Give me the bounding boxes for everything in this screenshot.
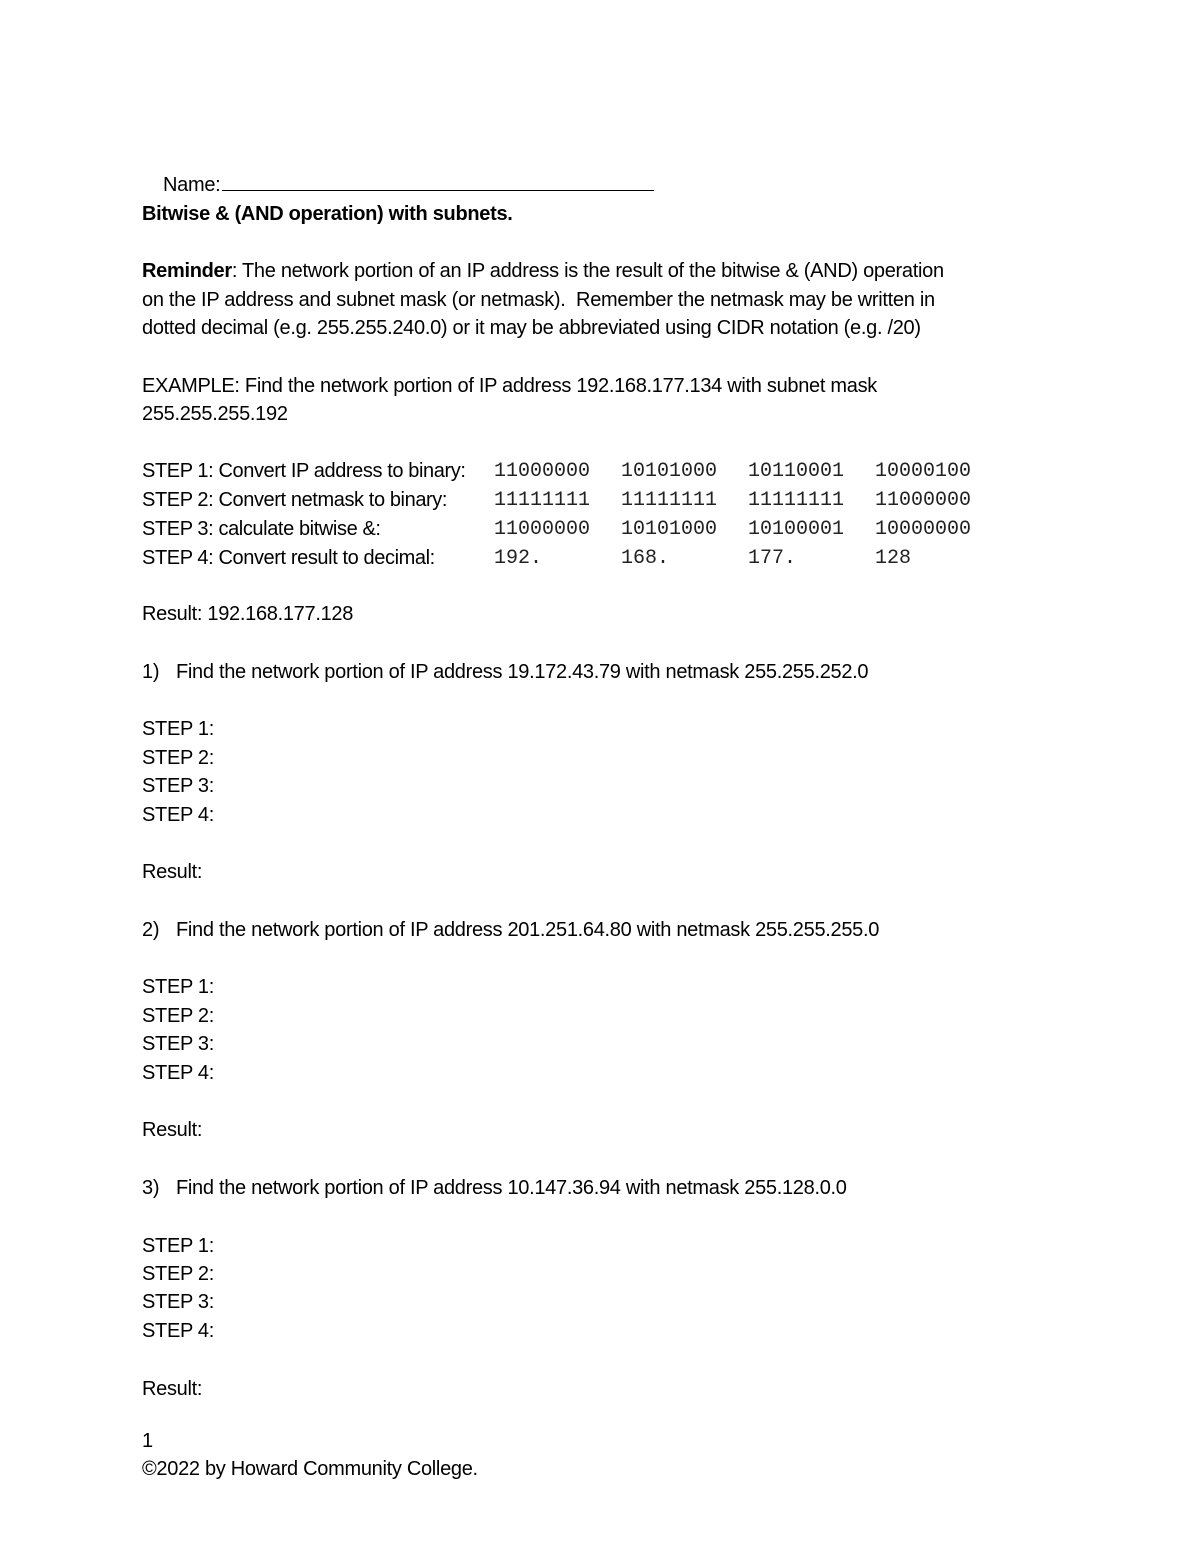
- question-3: [142, 1174, 847, 1202]
- question-1-result: Result:: [142, 861, 203, 883]
- example-line-2: 255.255.255.192: [142, 403, 288, 425]
- question-number: 2): [142, 919, 160, 941]
- example-octet: 10101000: [621, 460, 718, 483]
- question-3-step: STEP 1:: [142, 1235, 215, 1257]
- question-3-step: STEP 4:: [142, 1320, 215, 1342]
- example-octet: 10101000: [621, 518, 718, 541]
- question-2-step: STEP 1:: [142, 976, 215, 998]
- example-octet: 11000000: [494, 460, 591, 483]
- question-1: [142, 658, 868, 686]
- question-text: Find the network portion of IP address 201.251.64.80 with netmask 255.255.255.0: [176, 919, 880, 941]
- question-2-step: STEP 4:: [142, 1062, 215, 1084]
- example-octet: 10100001: [748, 518, 845, 541]
- example-octet: 11111111: [748, 489, 845, 512]
- example-step-row: [142, 457, 1042, 485]
- example-step-label: STEP 1: Convert IP address to binary:: [142, 460, 466, 482]
- reminder-text-1: : The network portion of an IP address is the result of the bitwise & (AND) operation: [231, 260, 944, 282]
- worksheet-title: Bitwise & (AND operation) with subnets.: [142, 203, 513, 225]
- example-octet: 10000000: [875, 518, 972, 541]
- question-1-step: STEP 2:: [142, 747, 215, 769]
- example-octet: 10110001: [748, 460, 845, 483]
- question-3-step: STEP 2:: [142, 1263, 215, 1285]
- reminder-line-1: [142, 257, 944, 285]
- reminder-label: Reminder: [142, 260, 232, 282]
- question-3-step: STEP 3:: [142, 1291, 215, 1313]
- example-step-row: [142, 515, 1042, 543]
- question-1-step: STEP 3:: [142, 775, 215, 797]
- example-step-row: [142, 544, 1042, 572]
- question-2-result: Result:: [142, 1119, 203, 1141]
- question-1-step: STEP 4:: [142, 804, 215, 826]
- question-2-step: STEP 2:: [142, 1005, 215, 1027]
- example-step-row: [142, 486, 1042, 514]
- reminder-line-2: on the IP address and subnet mask (or netmask). Remember the netmask may be written in: [142, 289, 935, 311]
- example-octet: 128: [875, 547, 912, 570]
- question-2-step: STEP 3:: [142, 1033, 215, 1055]
- question-number: 1): [142, 661, 160, 683]
- reminder-line-3: dotted decimal (e.g. 255.255.240.0) or it may be abbreviated using CIDR notation (e.g. /20): [142, 317, 921, 339]
- question-1-step: STEP 1:: [142, 718, 215, 740]
- example-octet: 177.: [748, 547, 797, 570]
- question-text: Find the network portion of IP address 10.147.36.94 with netmask 255.128.0.0: [176, 1177, 847, 1199]
- name-label: Name:: [163, 174, 221, 196]
- example-octet: 10000100: [875, 460, 972, 483]
- question-text: Find the network portion of IP address 19.172.43.79 with netmask 255.255.252.0: [176, 661, 869, 683]
- example-octet: 192.: [494, 547, 543, 570]
- question-3-result: Result:: [142, 1378, 203, 1400]
- example-result: Result: 192.168.177.128: [142, 603, 354, 625]
- example-line-1: EXAMPLE: Find the network portion of IP address 192.168.177.134 with subnet mask: [142, 375, 877, 397]
- example-octet: 11111111: [494, 489, 591, 512]
- example-octet: 11000000: [875, 489, 972, 512]
- example-step-label: STEP 3: calculate bitwise &:: [142, 518, 381, 540]
- copyright-notice: ©2022 by Howard Community College.: [142, 1458, 478, 1480]
- question-2: [142, 916, 879, 944]
- example-octet: 11111111: [621, 489, 718, 512]
- name-blank: [222, 170, 654, 191]
- example-step-label: STEP 4: Convert result to decimal:: [142, 547, 435, 569]
- example-step-label: STEP 2: Convert netmask to binary:: [142, 489, 448, 511]
- example-octet: 11000000: [494, 518, 591, 541]
- question-number: 3): [142, 1177, 160, 1199]
- example-octet: 168.: [621, 547, 670, 570]
- page-number: 1: [142, 1430, 153, 1452]
